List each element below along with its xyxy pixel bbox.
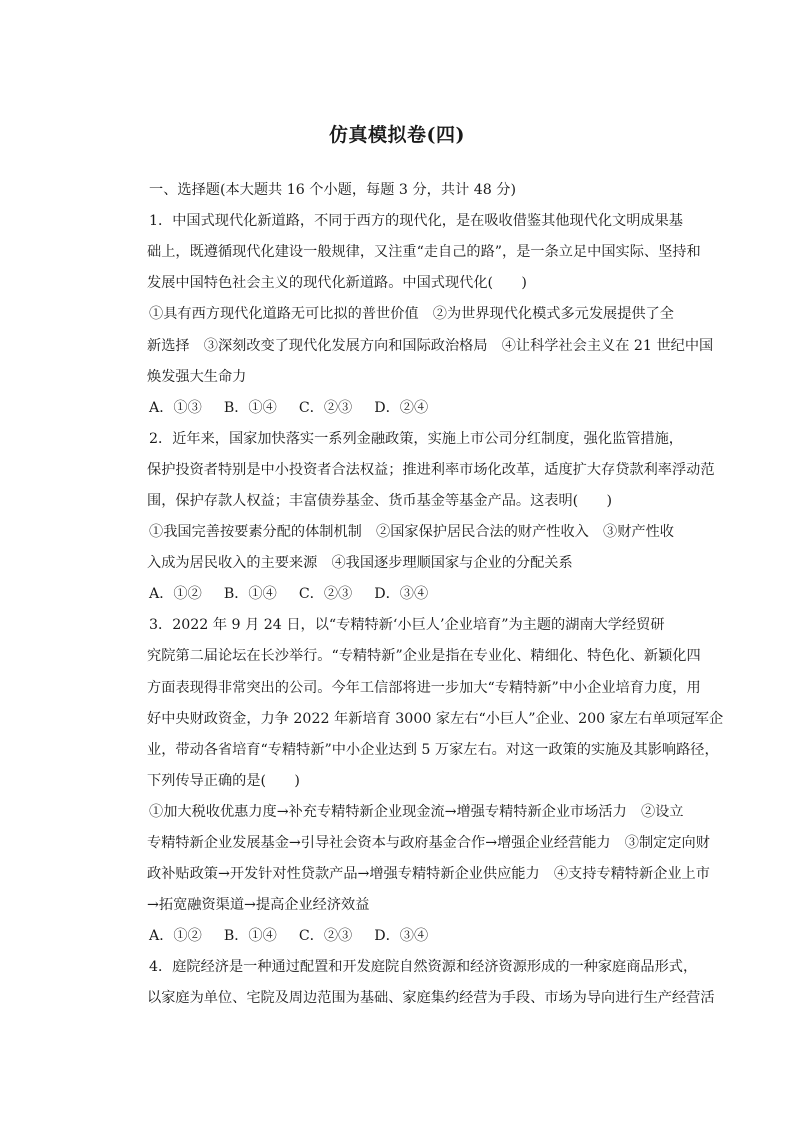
question-4-line-1: 4．庭院经济是一种通过配置和开发庭院自然资源和经济资源形成的一种家庭商品形式， xyxy=(149,959,698,975)
question-2-statement-1: ①我国完善按要素分配的体制机制 ②国家保护居民合法的财产性收入 ③财产性收 xyxy=(149,524,674,540)
question-3-option-a: A．①② xyxy=(149,928,202,944)
question-3-options xyxy=(149,926,428,946)
section-header: 一、选择题(本大题共 16 个小题，每题 3 分，共计 48 分) xyxy=(149,182,517,198)
question-1-statement-1: ①具有西方现代化道路无可比拟的普世价值 ②为世界现代化模式多元发展提供了全 xyxy=(149,306,674,322)
question-3-statement-2: 专精特新企业发展基金→引导社会资本与政府基金合作→增强企业经营能力 ③制定定向财 xyxy=(147,835,710,851)
question-2-statement-2: 入成为居民收入的主要来源 ④我国逐步理顺国家与企业的分配关系 xyxy=(147,555,573,571)
question-3-line-2: 究院第二届论坛在长沙举行。“专精特新”企业是指在专业化、精细化、特色化、新颖化四 xyxy=(147,648,701,664)
question-1-option-a: A．①③ xyxy=(149,400,202,416)
question-1-statement-3: 焕发强大生命力 xyxy=(147,369,247,385)
question-1-option-b: B．①④ xyxy=(223,400,277,416)
question-1-line-2: 础上，既遵循现代化建设一般规律，又注重“走自己的路”，是一条立足中国实际、坚持和 xyxy=(147,244,701,260)
question-3-line-6: 下列传导正确的是( ) xyxy=(147,773,300,789)
question-3-statement-1: ①加大税收优惠力度→补充专精特新企业现金流→增强专精特新企业市场活力 ②设立 xyxy=(149,804,684,820)
question-4-line-2: 以家庭为单位、宅院及周边范围为基础、家庭集约经营为手段、市场为导向进行生产经营活 xyxy=(147,990,715,1006)
question-3-statement-3: 政补贴政策→开发针对性贷款产品→增强专精特新企业供应能力 ④支持专精特新企业上市 xyxy=(147,866,710,882)
question-3-option-d: D．③④ xyxy=(374,928,429,944)
question-1-option-d: D．②④ xyxy=(374,400,429,416)
question-3-option-c: C．②③ xyxy=(298,928,353,944)
question-1-line-3: 发展中国特色社会主义的现代化新道路。中国式现代化( ) xyxy=(147,275,527,291)
question-2-line-1: 2．近年来，国家加快落实一系列金融政策，实施上市公司分红制度，强化监管措施， xyxy=(149,431,683,447)
question-2-option-d: D．③④ xyxy=(374,586,429,602)
question-1-statement-2: 新选择 ③深刻改变了现代化发展方向和国际政治格局 ④让科学社会主义在 21 世纪中国 xyxy=(147,338,714,354)
question-3-line-5: 业，带动各省培育“专精特新”中小企业达到 5 万家左右。对这一政策的实施及其影响路径， xyxy=(147,742,719,758)
question-2-option-c: C．②③ xyxy=(298,586,353,602)
question-2-option-b: B．①④ xyxy=(223,586,277,602)
question-2-option-a: A．①② xyxy=(149,586,202,602)
question-2-line-3: 围，保护存款人权益；丰富债券基金、货币基金等基金产品。这表明( ) xyxy=(147,493,613,509)
question-3-statement-4: →拓宽融资渠道→提高企业经济效益 xyxy=(147,897,370,913)
question-3-line-1: 3．2022 年 9 月 24 日，以“专精特新‘小巨人’企业培育”为主题的湖南大学经贸研 xyxy=(149,617,665,633)
page-title: 仿真模拟卷(四) xyxy=(329,124,465,146)
question-3-option-b: B．①④ xyxy=(223,928,277,944)
question-3-line-3: 方面表现得非常突出的公司。今年工信部将进一步加大“专精特新”中小企业培育力度，用 xyxy=(147,680,701,696)
question-1-line-1: 1．中国式现代化新道路，不同于西方的现代化，是在吸收借鉴其他现代化文明成果基 xyxy=(149,213,683,229)
question-2-options xyxy=(149,584,428,604)
question-1-option-c: C．②③ xyxy=(298,400,353,416)
question-3-line-4: 好中央财政资金，力争 2022 年新培育 3000 家左右“小巨人”企业、200 家左右单项冠军企 xyxy=(147,711,724,727)
question-2-line-2: 保护投资者特别是中小投资者合法权益；推进利率市场化改革，适度扩大存贷款利率浮动范 xyxy=(147,462,715,478)
question-1-options xyxy=(149,398,428,418)
